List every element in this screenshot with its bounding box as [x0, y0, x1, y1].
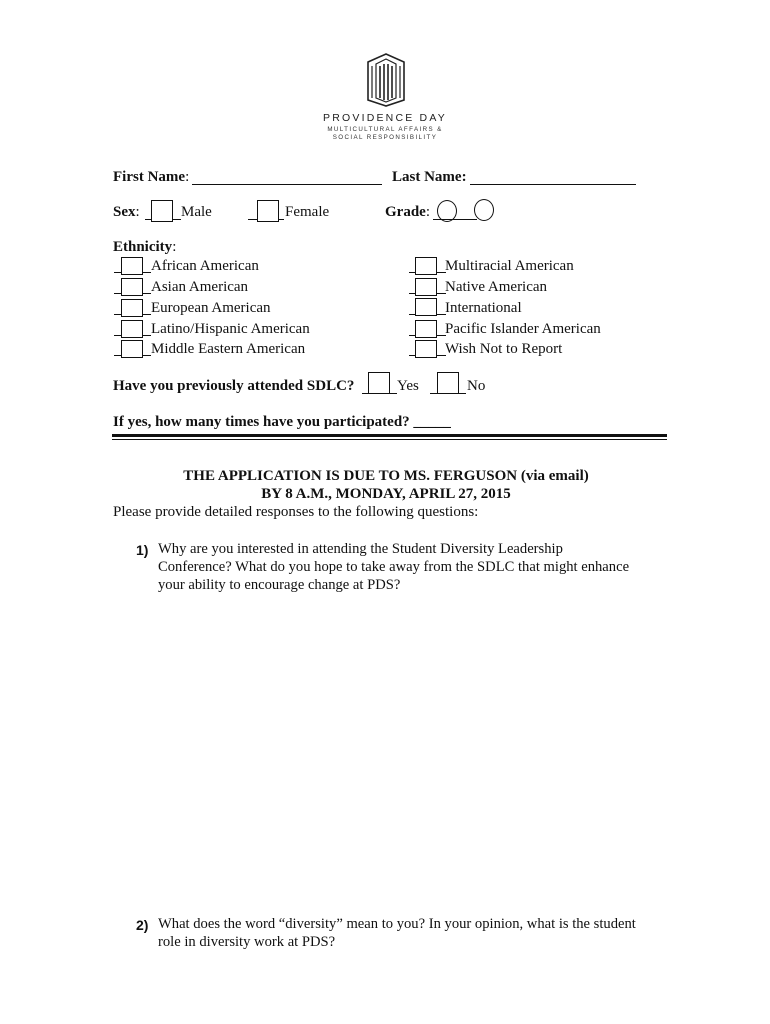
- question-1-line: Conference? What do you hope to take away from the SDLC that might enhance: [158, 559, 630, 575]
- department-name: [300, 126, 470, 141]
- international-checkbox[interactable]: [415, 298, 437, 316]
- ethnicity-option-label: Middle Eastern American: [151, 341, 306, 357]
- grade-label: Grade:: [385, 204, 430, 220]
- due-line-2: BY 8 A.M., MONDAY, APRIL 27, 2015: [261, 486, 511, 502]
- first-name-line: [192, 184, 382, 185]
- grade-digit-1-circle[interactable]: [437, 200, 457, 222]
- instructions-prompt: Please provide detailed responses to the following questions:: [113, 504, 479, 520]
- male-option-label: Male: [181, 204, 212, 220]
- due-line-1: THE APPLICATION IS DUE TO MS. FERGUSON (via email): [183, 468, 589, 484]
- ethnicity-option-label: Wish Not to Report: [445, 341, 563, 357]
- sex-label: Sex:: [113, 204, 140, 220]
- attended-yes-label: Yes: [397, 378, 419, 394]
- first-name-label: First Name:: [113, 169, 190, 185]
- multiracial-checkbox[interactable]: [415, 257, 437, 275]
- tower-logo-icon: [362, 52, 410, 108]
- ethnicity-option-label: African American: [151, 258, 259, 274]
- section-divider: [112, 434, 667, 437]
- times-blank[interactable]: _____: [413, 414, 451, 430]
- attended-no-checkbox[interactable]: [437, 372, 459, 394]
- ethnicity-option-label: Multiracial American: [445, 258, 574, 274]
- female-checkbox[interactable]: [257, 200, 279, 222]
- question-1-answer[interactable]: [158, 600, 662, 904]
- ethnicity-option-label: Latino/Hispanic American: [151, 321, 310, 337]
- question-1-line: Why are you interested in attending the Student Diversity Leadership: [158, 541, 563, 557]
- question-1-text: [158, 540, 658, 594]
- native-american-checkbox[interactable]: [415, 278, 437, 296]
- question-2-number: 2): [136, 917, 149, 933]
- last-name-line: [470, 184, 636, 185]
- female-option-label: Female: [285, 204, 330, 220]
- attended-yes-checkbox[interactable]: [368, 372, 390, 394]
- latino-hispanic-checkbox[interactable]: [121, 320, 143, 338]
- middle-eastern-checkbox[interactable]: [121, 340, 143, 358]
- pacific-islander-checkbox[interactable]: [415, 320, 437, 338]
- last-name-label: Last Name:: [392, 169, 467, 185]
- question-2-text: [158, 915, 668, 951]
- wish-not-to-report-checkbox[interactable]: [415, 340, 437, 358]
- asian-american-checkbox[interactable]: [121, 278, 143, 296]
- org-name: PROVIDENCE DAY: [323, 112, 447, 124]
- ethnicity-option-label: Asian American: [151, 279, 249, 295]
- last-name-field[interactable]: [472, 167, 634, 184]
- attended-question: Have you previously attended SDLC?: [113, 378, 355, 394]
- grade-digit-2-circle[interactable]: [474, 199, 494, 221]
- question-2-line: role in diversity work at PDS?: [158, 934, 336, 950]
- question-2-line: What does the word “diversity” mean to you? In your opinion, what is the student: [158, 916, 636, 932]
- question-1-line: your ability to encourage change at PDS?: [158, 577, 401, 593]
- african-american-checkbox[interactable]: [121, 257, 143, 275]
- ethnicity-option-label: International: [445, 300, 522, 316]
- ethnicity-option-label: Native American: [445, 279, 548, 295]
- section-divider-thin: [112, 439, 667, 440]
- ethnicity-label: Ethnicity:: [113, 239, 177, 255]
- male-checkbox[interactable]: [151, 200, 173, 222]
- department-line-2: SOCIAL RESPONSIBILITY: [332, 133, 438, 141]
- ethnicity-option-label: European American: [151, 300, 271, 316]
- european-american-checkbox[interactable]: [121, 299, 143, 317]
- ethnicity-option-label: Pacific Islander American: [445, 321, 601, 337]
- department-line-1: MULTICULTURAL AFFAIRS &: [327, 126, 443, 133]
- question-1-number: 1): [136, 542, 149, 558]
- first-name-field[interactable]: [194, 167, 380, 184]
- attended-no-label: No: [467, 378, 486, 394]
- times-participated-question: If yes, how many times have you participated? _____: [113, 414, 451, 430]
- question-2-answer[interactable]: [158, 956, 662, 1020]
